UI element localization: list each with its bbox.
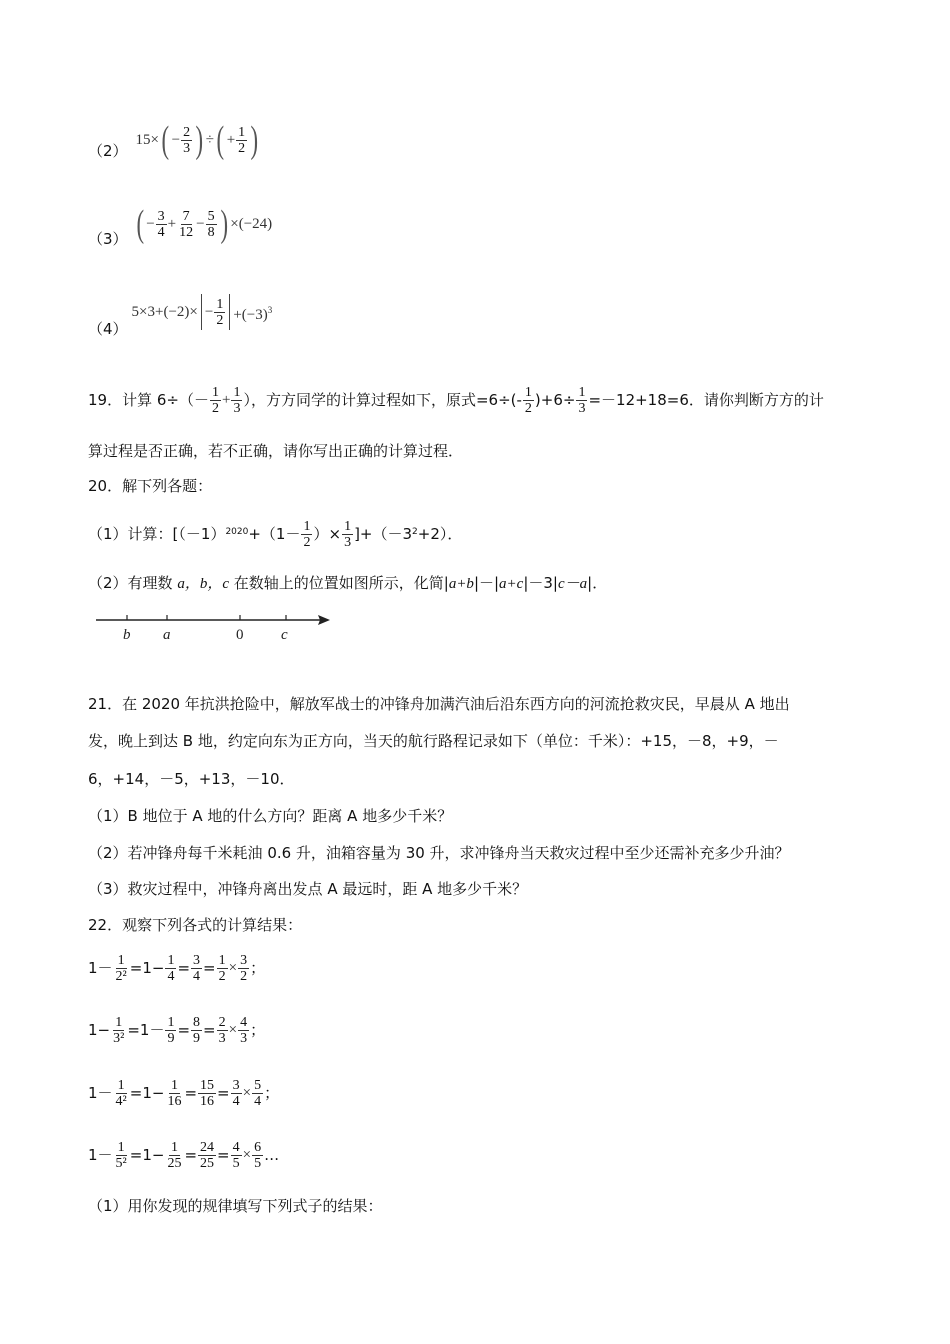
fraction: $\frac{15}{16}$ [200, 1077, 215, 1109]
exponent: 2 [412, 527, 418, 537]
text: … [264, 1146, 280, 1164]
number-line-figure [94, 608, 339, 648]
expr-lead: 5×3+(−2)× [131, 304, 198, 320]
text: =1− [129, 1146, 165, 1164]
left-paren: ( [136, 203, 144, 245]
fraction: $\frac{1}{2}$ [218, 952, 226, 984]
problem-18-4 [88, 290, 273, 338]
fraction: $\frac{1}{\text{2²}}$ [115, 952, 127, 984]
question-22-title: 22．观察下列各式的计算结果： [88, 916, 303, 934]
text: 1－ [88, 1084, 113, 1102]
fraction: $\frac{1}{\text{5²}}$ [115, 1139, 127, 1171]
question-22-part1: （1）用你发现的规律填写下列式子的结果： [88, 1197, 383, 1215]
abs-bar [229, 294, 230, 330]
times-sign: × [228, 960, 238, 976]
text: |－3| [523, 574, 558, 592]
expr: a+b [448, 576, 474, 592]
text: = [203, 1021, 216, 1039]
right-paren: ) [195, 119, 204, 161]
text: |－| [473, 574, 500, 592]
problem-18-3 [88, 202, 272, 246]
question-21-line3: 6，+14，－5，+13，－10． [88, 770, 295, 788]
text: 1－ [88, 1146, 113, 1164]
text: = [184, 1146, 198, 1164]
left-paren: ( [161, 119, 170, 161]
fraction: $\frac{1}{2}$ [211, 384, 219, 416]
plus-sign: + [226, 132, 236, 148]
fraction: $\frac{2}{3}$ [218, 1014, 226, 1046]
fraction: $\frac{1}{\text{3²}}$ [113, 1014, 125, 1046]
item-label: （3） [88, 230, 128, 248]
div-sign: ÷ [205, 132, 215, 148]
question-21-part1: （1）B 地位于 A 地的什么方向？距离 A 地多少千米？ [88, 807, 453, 825]
fraction: $\frac{1}{9}$ [167, 1014, 175, 1046]
expr: a+c [499, 576, 524, 592]
text: ； [264, 1084, 280, 1102]
left-paren: ( [216, 119, 225, 161]
plus-sign: + [221, 392, 231, 408]
question-21-line1: 21．在 2020 年抗洪抢险中，解放军战士的冲锋舟加满汽油后沿东西方向的河流抢救灾民，早晨从 A 地出 [88, 695, 790, 713]
text: 1－ [88, 959, 113, 977]
text: （1）计算：[（－1） [88, 525, 226, 543]
fraction: $\frac{1}{\text{4²}}$ [115, 1077, 127, 1109]
text: = [177, 959, 191, 977]
minus-sign: − [171, 132, 181, 148]
text: = [203, 959, 216, 977]
fraction: $\frac{1}{2}$ [303, 518, 311, 550]
minus-sign: − [204, 304, 214, 320]
text: = [184, 1084, 198, 1102]
label-b: b [123, 627, 131, 643]
fraction: $\frac{3}{4}$ [232, 1077, 240, 1109]
label-zero: 0 [236, 627, 244, 643]
label-a: a [163, 627, 171, 643]
expr-tail: $+(-3)^3$ [233, 304, 273, 323]
label-c: c [281, 627, 288, 643]
question-19-line2: 算过程是否正确，若不正确，请你写出正确的计算过程． [88, 442, 464, 460]
formula-row [88, 1133, 279, 1177]
times-sign: × [242, 1085, 252, 1101]
text: ； [250, 959, 266, 977]
text: ），方方同学的计算过程如下，原式=6÷(- [243, 391, 522, 409]
minus-sign: − [146, 216, 155, 232]
text: =－12+18=6．请你判断方方的计 [588, 391, 824, 409]
fraction: $\frac{1}{2}$ [216, 296, 224, 328]
fraction: $\frac{1}{4}$ [167, 952, 175, 984]
right-paren: ) [220, 203, 228, 245]
question-19-line1 [88, 378, 824, 422]
fraction: $\frac{2}{3}$ [183, 124, 191, 156]
expr-lead: 15× [135, 132, 160, 148]
text: 在数轴上的位置如图所示，化简| [228, 574, 449, 592]
times-sign: × [242, 1147, 252, 1163]
abs-bar [201, 294, 202, 330]
text: ； [250, 1021, 266, 1039]
text: = [217, 1084, 230, 1102]
fraction: $\frac{3}{2}$ [240, 952, 248, 984]
fraction: $\frac{8}{9}$ [193, 1014, 201, 1046]
fraction: $\frac{7}{12}$ [179, 208, 194, 240]
formula-row [88, 1071, 279, 1115]
text: )+6÷ [534, 391, 576, 409]
text: =1− [129, 959, 165, 977]
text: |． [587, 574, 608, 592]
text: （2）有理数 [88, 574, 178, 592]
fraction: $\frac{5}{4}$ [254, 1077, 262, 1109]
fraction: $\frac{1}{16}$ [167, 1077, 182, 1109]
fraction: $\frac{1}{3}$ [578, 384, 586, 416]
text: +2）． [417, 525, 463, 543]
question-21-part3: （3）救灾过程中，冲锋舟离出发点 A 最远时，距 A 地多少千米？ [88, 880, 528, 898]
question-20-part2 [88, 573, 607, 594]
question-20-title: 20．解下列各题： [88, 477, 213, 495]
fraction: $\frac{1}{25}$ [167, 1139, 182, 1171]
expr: c－a [557, 576, 588, 592]
fraction: $\frac{3}{4}$ [157, 208, 165, 240]
fraction: $\frac{1}{2}$ [238, 124, 246, 156]
question-20-part1 [88, 512, 462, 556]
variables: a，b，c [177, 576, 229, 592]
fraction: $\frac{3}{4}$ [193, 952, 201, 984]
expr-tail: ×(−24) [230, 216, 273, 232]
fraction: $\frac{1}{3}$ [344, 518, 352, 550]
fraction: $\frac{1}{3}$ [233, 384, 241, 416]
question-number: 19． [88, 391, 123, 409]
fraction: $\frac{24}{25}$ [200, 1139, 215, 1171]
text: 计算 6÷（－ [122, 391, 209, 409]
text: 1− [88, 1021, 111, 1039]
fraction: $\frac{4}{3}$ [240, 1014, 248, 1046]
text: = [217, 1146, 230, 1164]
text: ]+（－3 [354, 525, 413, 543]
text: = [177, 1021, 191, 1039]
exponent: 2020 [225, 527, 249, 537]
text: =1− [129, 1084, 165, 1102]
text: =1－ [127, 1021, 165, 1039]
question-21-part2: （2）若冲锋舟每千米耗油 0.6 升，油箱容量为 30 升，求冲锋舟当天救灾过程中至少还需补充多少升油？ [88, 844, 790, 862]
text: +（1－ [248, 525, 301, 543]
minus-sign: − [196, 216, 205, 232]
question-21-line2: 发，晚上到达 B 地，约定向东为正方向，当天的航行路程记录如下（单位：千米）：+15，－8，+9，－ [88, 732, 779, 750]
plus-sign: + [167, 216, 177, 232]
times-sign: × [228, 1022, 238, 1038]
right-paren: ) [250, 119, 259, 161]
problem-18-2 [88, 118, 261, 162]
item-label: （4） [88, 320, 128, 338]
formula-row [88, 946, 265, 990]
fraction: $\frac{4}{5}$ [232, 1139, 240, 1171]
item-label: （2） [88, 142, 128, 160]
fraction: $\frac{6}{5}$ [254, 1139, 262, 1171]
formula-row [88, 1008, 265, 1052]
fraction: $\frac{5}{8}$ [207, 208, 215, 240]
text: ）× [313, 525, 342, 543]
fraction: $\frac{1}{2}$ [524, 384, 532, 416]
